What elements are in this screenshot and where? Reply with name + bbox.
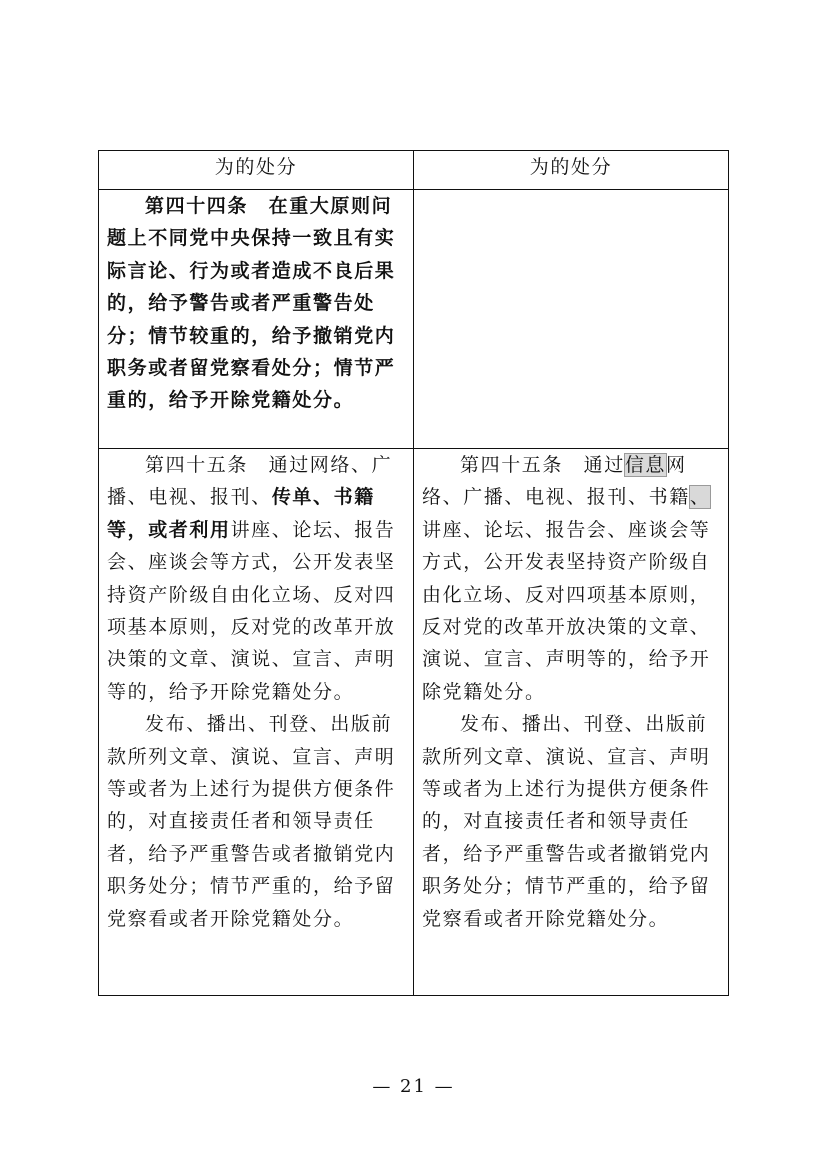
article-45-new-paragraph-2: 发布、播出、刊登、出版前款所列文章、演说、宣言、声明等或者为上述行为提供方便条件的，对直接责任者和领导责任者，给予严重警告或者撤销党内职务处分；情节严重的，给予留党察看或者开除党籍处分。 [422, 713, 711, 930]
article-44-old-cell [99, 190, 414, 449]
table-row [99, 449, 729, 996]
article-45-new-text-b: 网络、广播、电视、报刊、书籍 [422, 454, 690, 509]
header-cell-left: 为的处分 [99, 151, 414, 190]
table-header-row [99, 151, 729, 190]
article-45-new-text-c: 讲座、论坛、报告会、座谈会等方式，公开发表坚持资产阶级自由化立场、反对四项基本原则，反对党的改革开放决策的文章、演说、宣言、声明等的，给予开除党籍处分。 [422, 518, 711, 703]
comparison-table [98, 150, 729, 996]
article-45-new-paragraph-1 [422, 449, 720, 708]
header-cell-right: 为的处分 [414, 151, 729, 190]
article-44-new-cell [414, 190, 729, 449]
article-45-old-deleted-text: 传单、书籍等，或者利用 [107, 486, 375, 541]
table-row [99, 190, 729, 449]
article-45-new-text-a: 第四十五条 通过 [460, 454, 625, 476]
article-45-old-text-a: 第四十五条 通过网络、广播、电视、报刊、 [107, 454, 393, 509]
article-45-old-cell [99, 449, 414, 996]
article-45-old-paragraph-2: 发布、播出、刊登、出版前款所列文章、演说、宣言、声明等或者为上述行为提供方便条件的，对直接责任者和领导责任者，给予严重警告或者撤销党内职务处分；情节严重的，给予留党察看或者开除党籍处分。 [107, 713, 396, 930]
article-45-new-cell [414, 449, 729, 996]
article-45-new-inserted-mark: 、 [689, 486, 711, 509]
article-45-new-inserted-text: 信息 [624, 454, 667, 476]
article-45-old-text-b: 讲座、论坛、报告会、座谈会等方式，公开发表坚持资产阶级自由化立场、反对四项基本原则，反对党的改革开放决策的文章、演说、宣言、声明等的，给予开除党籍处分。 [107, 518, 396, 703]
page-number: — 21 — [372, 1076, 455, 1097]
article-45-old-paragraph-1 [107, 449, 405, 708]
article-44-old-text: 第四十四条 在重大原则问题上不同党中央保持一致且有实际言论、行为或者造成不良后果的，给予警告或者严重警告处分；情节较重的，给予撤销党内职务或者留党察看处分；情节严重的，给予开除党籍处分。 [107, 195, 396, 412]
